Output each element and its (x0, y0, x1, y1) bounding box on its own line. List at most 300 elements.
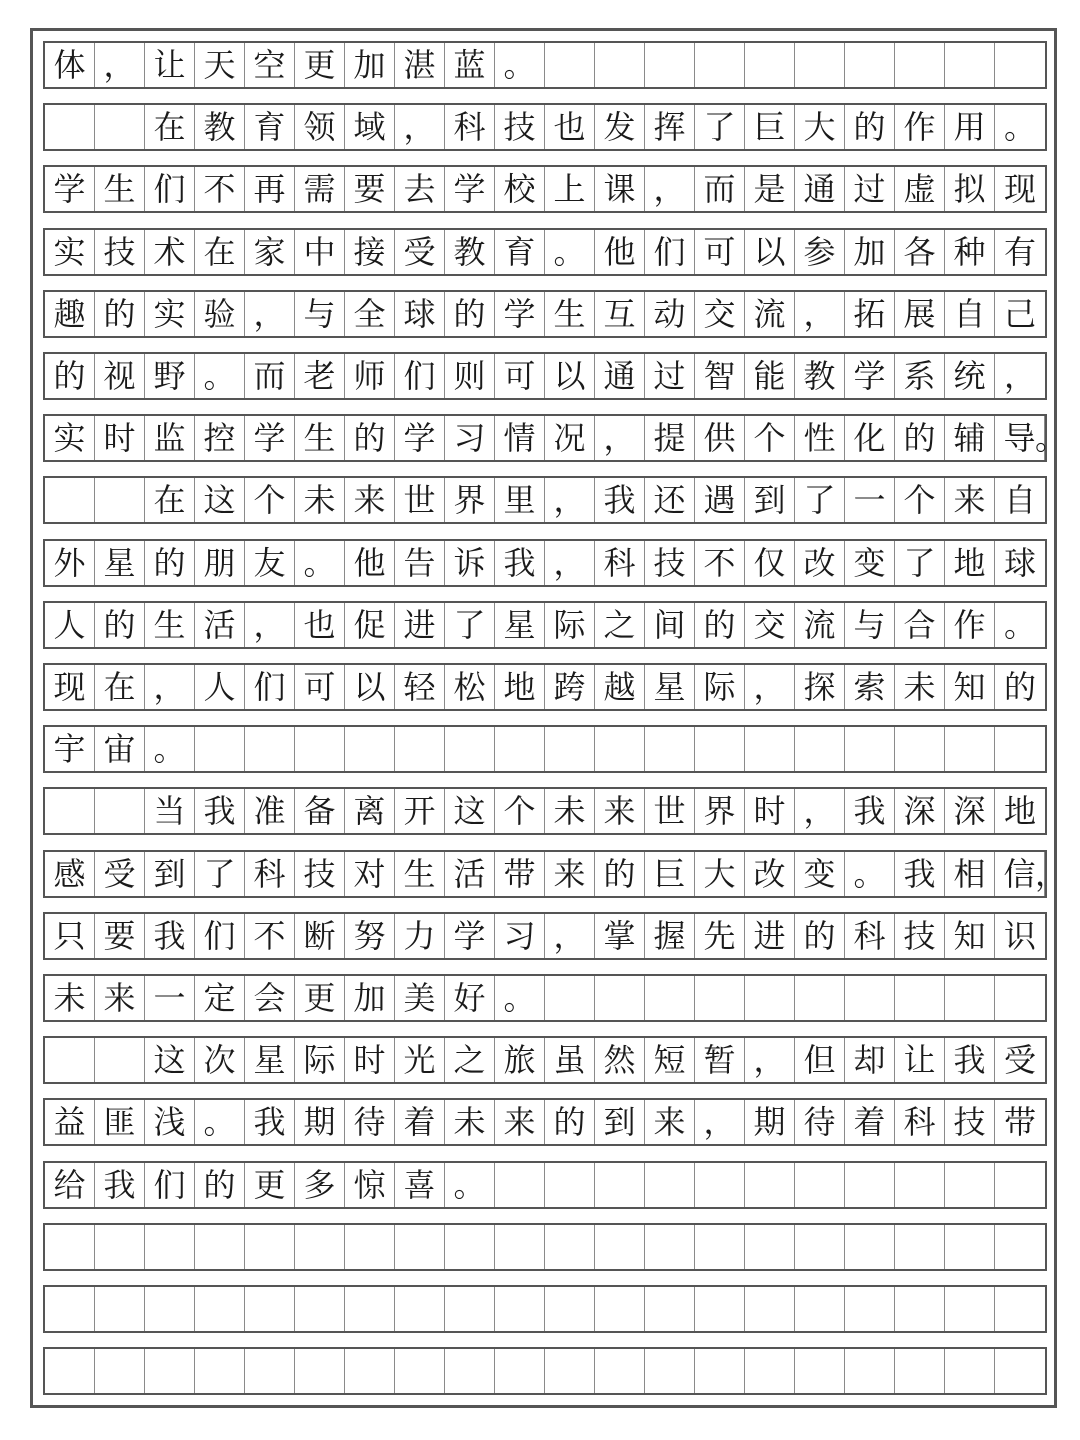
grid-cell: 诉 (445, 541, 495, 585)
grid-cell: 带 (495, 852, 545, 896)
grid-cell: 星 (645, 665, 695, 709)
grid-cell: 野 (145, 354, 195, 398)
grid-cell: 学 (845, 354, 895, 398)
grid-cell: ， (245, 292, 295, 336)
grid-cell: 变 (845, 541, 895, 585)
grid-cell: 世 (395, 478, 445, 522)
grid-cell: 控 (195, 416, 245, 460)
grid-cell: 习 (495, 914, 545, 958)
grid-cell: 挥 (645, 105, 695, 149)
grid-cell: 际 (695, 665, 745, 709)
grid-cell: 而 (695, 167, 745, 211)
overflow-punctuation: 。 (1034, 419, 1067, 458)
grid-cell: 来 (545, 852, 595, 896)
grid-cell (595, 1163, 645, 1207)
grid-cell: 术 (145, 230, 195, 274)
grid-cell (445, 1349, 495, 1393)
grid-cell (845, 976, 895, 1020)
grid-cell (645, 1287, 695, 1331)
grid-cell (695, 1349, 745, 1393)
grid-cell: 知 (945, 665, 995, 709)
grid-cell (795, 1287, 845, 1331)
grid-row (43, 974, 1047, 1022)
grid-row (43, 601, 1047, 649)
grid-cell (95, 1287, 145, 1331)
grid-cell: 世 (645, 789, 695, 833)
grid-row (43, 228, 1047, 276)
grid-cell: 更 (295, 976, 345, 1020)
grid-cell: 个 (495, 789, 545, 833)
grid-cell: 仅 (745, 541, 795, 585)
grid-cell (745, 1225, 795, 1269)
grid-cell: 惊 (345, 1163, 395, 1207)
grid-cell (545, 1349, 595, 1393)
grid-cell: 化 (845, 416, 895, 460)
grid-cell: 学 (395, 416, 445, 460)
grid-cell (795, 1163, 845, 1207)
grid-cell (45, 105, 95, 149)
grid-cell: 生 (395, 852, 445, 896)
grid-cell: 光 (395, 1038, 445, 1082)
grid-row (43, 352, 1047, 400)
grid-cell: 我 (595, 478, 645, 522)
grid-cell (45, 1038, 95, 1082)
grid-cell (295, 1225, 345, 1269)
grid-cell (395, 1287, 445, 1331)
grid-cell: 不 (195, 167, 245, 211)
grid-cell: 先 (695, 914, 745, 958)
grid-cell: 到 (145, 852, 195, 896)
grid-cell: 时 (345, 1038, 395, 1082)
grid-cell: 用 (945, 105, 995, 149)
grid-cell: 界 (445, 478, 495, 522)
grid-cell: 实 (45, 230, 95, 274)
grid-cell: 校 (495, 167, 545, 211)
grid-cell: 匪 (95, 1100, 145, 1144)
grid-cell: 。 (545, 230, 595, 274)
grid-cell (695, 976, 745, 1020)
grid-cell: 况 (545, 416, 595, 460)
grid-row (43, 476, 1047, 524)
grid-cell (395, 1225, 445, 1269)
grid-cell: 虽 (545, 1038, 595, 1082)
grid-cell (745, 727, 795, 771)
grid-cell: 课 (595, 167, 645, 211)
grid-cell: 了 (795, 478, 845, 522)
grid-cell (495, 1163, 545, 1207)
grid-cell (145, 1225, 195, 1269)
grid-cell: 与 (845, 603, 895, 647)
grid-cell: 来 (595, 789, 645, 833)
grid-cell: 之 (445, 1038, 495, 1082)
grid-cell: 界 (695, 789, 745, 833)
grid-cell: 是 (745, 167, 795, 211)
grid-cell (545, 1225, 595, 1269)
grid-row (43, 290, 1047, 338)
grid-cell: 定 (195, 976, 245, 1020)
grid-cell: 通 (795, 167, 845, 211)
grid-cell: 们 (145, 167, 195, 211)
grid-cell: 待 (345, 1100, 395, 1144)
grid-cell: 生 (95, 167, 145, 211)
grid-cell: 们 (245, 665, 295, 709)
grid-cell: 巨 (745, 105, 795, 149)
grid-cell: 。 (195, 1100, 245, 1144)
grid-cell: 他 (595, 230, 645, 274)
grid-cell: 科 (245, 852, 295, 896)
grid-row (43, 1347, 1047, 1395)
grid-cell: ， (695, 1100, 745, 1144)
grid-cell: 带 (1003, 1103, 1036, 1142)
grid-cell: 虚 (895, 167, 945, 211)
grid-cell: 教 (795, 354, 845, 398)
grid-cell: 中 (295, 230, 345, 274)
grid-cell: 供 (695, 416, 745, 460)
grid-cell: 信 (995, 852, 1045, 896)
grid-cell: 的 (45, 354, 95, 398)
grid-cell: 我 (245, 1100, 295, 1144)
grid-cell: 体 (45, 43, 95, 87)
grid-cell: 可 (495, 354, 545, 398)
grid-cell: 备 (295, 789, 345, 833)
grid-cell: 改 (795, 541, 845, 585)
grid-cell: 己 (1003, 294, 1036, 333)
grid-cell: 能 (745, 354, 795, 398)
grid-cell: 则 (445, 354, 495, 398)
grid-cell: 生 (545, 292, 595, 336)
grid-cell (695, 43, 745, 87)
grid-cell: 掌 (595, 914, 645, 958)
grid-row (43, 850, 1067, 898)
grid-cell: 发 (595, 105, 645, 149)
grid-cell: 接 (345, 230, 395, 274)
grid-cell: 。 (195, 354, 245, 398)
grid-cell: 人 (195, 665, 245, 709)
grid-cell (295, 1287, 345, 1331)
grid-cell: 领 (295, 105, 345, 149)
grid-cell (45, 789, 95, 833)
grid-cell: 促 (345, 603, 395, 647)
grid-cell: 的 (445, 292, 495, 336)
grid-cell: 让 (895, 1038, 945, 1082)
grid-cell: 合 (895, 603, 945, 647)
grid-cell (245, 1287, 295, 1331)
grid-cell: 而 (245, 354, 295, 398)
grid-cell: 进 (745, 914, 795, 958)
grid-cell: 更 (295, 43, 345, 87)
grid-cell: 活 (195, 603, 245, 647)
grid-cell (845, 1225, 895, 1269)
grid-cell: 可 (295, 665, 345, 709)
grid-cell: 只 (45, 914, 95, 958)
grid-cell: 。 (445, 1163, 495, 1207)
composition-paper (30, 28, 1067, 1408)
grid-cell: 。 (495, 976, 545, 1020)
grid-cell (895, 1349, 945, 1393)
grid-cell: 过 (645, 354, 695, 398)
grid-cell: 以 (545, 354, 595, 398)
grid-cell: 。 (1003, 605, 1036, 644)
grid-cell: 巨 (645, 852, 695, 896)
grid-cell (695, 1163, 745, 1207)
grid-cell: 受 (1003, 1041, 1036, 1080)
grid-cell: 学 (445, 167, 495, 211)
grid-cell: 自 (1003, 481, 1036, 520)
grid-cell (145, 1287, 195, 1331)
grid-cell: 个 (895, 478, 945, 522)
grid-cell (745, 1163, 795, 1207)
grid-cell: 在 (195, 230, 245, 274)
grid-cell (95, 1038, 145, 1082)
grid-cell: ， (545, 914, 595, 958)
grid-cell: 改 (745, 852, 795, 896)
grid-cell (895, 1225, 945, 1269)
grid-cell (995, 1349, 1045, 1393)
grid-cell: 到 (745, 478, 795, 522)
grid-cell: 在 (145, 105, 195, 149)
grid-cell: 天 (195, 43, 245, 87)
grid-cell: 作 (895, 105, 945, 149)
grid-cell: 喜 (395, 1163, 445, 1207)
grid-row (43, 1161, 1047, 1209)
grid-cell: 再 (245, 167, 295, 211)
grid-cell (695, 727, 745, 771)
grid-cell: 辅 (945, 416, 995, 460)
grid-cell: 之 (595, 603, 645, 647)
grid-cell: 加 (345, 976, 395, 1020)
grid-cell: 让 (145, 43, 195, 87)
grid-cell: 变 (795, 852, 845, 896)
grid-cell: 统 (945, 354, 995, 398)
grid-cell: 的 (845, 105, 895, 149)
grid-cell: 来 (95, 976, 145, 1020)
grid-cell: 的 (695, 603, 745, 647)
grid-row (43, 103, 1047, 151)
grid-cell: 未 (445, 1100, 495, 1144)
grid-cell: 轻 (395, 665, 445, 709)
grid-cell (795, 43, 845, 87)
grid-cell: 提 (645, 416, 695, 460)
grid-cell: 们 (645, 230, 695, 274)
grid-cell (295, 727, 345, 771)
grid-cell: 一 (845, 478, 895, 522)
grid-row (43, 1285, 1047, 1333)
grid-cell (945, 1287, 995, 1331)
grid-cell: 空 (245, 43, 295, 87)
grid-cell: 上 (545, 167, 595, 211)
grid-cell: 深 (895, 789, 945, 833)
grid-cell: 未 (45, 976, 95, 1020)
grid-cell: 我 (495, 541, 545, 585)
grid-cell: 习 (445, 416, 495, 460)
grid-cell: 这 (445, 789, 495, 833)
grid-cell (895, 727, 945, 771)
grid-cell: 现 (45, 665, 95, 709)
grid-cell: 们 (395, 354, 445, 398)
grid-cell: 索 (845, 665, 895, 709)
grid-cell: ， (395, 105, 445, 149)
grid-cell: 交 (695, 292, 745, 336)
grid-cell: 这 (145, 1038, 195, 1082)
grid-cell: 地 (495, 665, 545, 709)
grid-cell: 浅 (145, 1100, 195, 1144)
grid-cell: 拟 (945, 167, 995, 211)
grid-cell: 的 (545, 1100, 595, 1144)
grid-cell: 湛 (395, 43, 445, 87)
grid-cell: 过 (845, 167, 895, 211)
grid-cell (845, 1163, 895, 1207)
grid-cell: 进 (395, 603, 445, 647)
grid-cell: 里 (495, 478, 545, 522)
grid-cell: 来 (345, 478, 395, 522)
grid-cell: 不 (245, 914, 295, 958)
grid-cell (845, 1349, 895, 1393)
grid-cell: 多 (295, 1163, 345, 1207)
grid-cell (45, 1287, 95, 1331)
grid-cell: 系 (895, 354, 945, 398)
grid-cell: 一 (145, 976, 195, 1020)
grid-cell (895, 976, 945, 1020)
grid-cell: 握 (645, 914, 695, 958)
grid-cell: ， (245, 603, 295, 647)
grid-row (43, 663, 1047, 711)
grid-cell (195, 1287, 245, 1331)
grid-cell: 展 (895, 292, 945, 336)
grid-cell: ， (145, 665, 195, 709)
grid-cell: 了 (695, 105, 745, 149)
grid-cell: 会 (245, 976, 295, 1020)
grid-cell (795, 976, 845, 1020)
grid-cell: 时 (95, 416, 145, 460)
grid-cell (545, 976, 595, 1020)
grid-row (43, 1098, 1047, 1146)
grid-cell: 离 (345, 789, 395, 833)
grid-cell: 生 (145, 603, 195, 647)
grid-cell (995, 727, 1045, 771)
grid-cell: 时 (745, 789, 795, 833)
grid-cell: ， (745, 1038, 795, 1082)
grid-cell: 却 (845, 1038, 895, 1082)
grid-cell (795, 1349, 845, 1393)
grid-cell (945, 976, 995, 1020)
grid-cell: 球 (395, 292, 445, 336)
grid-cell: 我 (195, 789, 245, 833)
grid-cell: ， (795, 789, 845, 833)
grid-cell: ， (795, 292, 845, 336)
grid-cell (795, 1225, 845, 1269)
grid-cell (545, 1287, 595, 1331)
grid-cell: 暂 (695, 1038, 745, 1082)
grid-cell (645, 727, 695, 771)
grid-cell: 活 (445, 852, 495, 896)
grid-cell: 星 (245, 1038, 295, 1082)
grid-cell: 期 (295, 1100, 345, 1144)
grid-cell: 技 (645, 541, 695, 585)
grid-cell: 。 (1003, 108, 1036, 147)
grid-cell: 育 (245, 105, 295, 149)
grid-cell (695, 1287, 745, 1331)
grid-cell: 学 (495, 292, 545, 336)
grid-cell (545, 43, 595, 87)
grid-cell: 我 (145, 914, 195, 958)
grid-cell (495, 727, 545, 771)
grid-cell: 松 (445, 665, 495, 709)
grid-cell: 我 (945, 1038, 995, 1082)
grid-cell (45, 1225, 95, 1269)
grid-row (43, 725, 1047, 773)
grid-cell: 导 (995, 416, 1045, 460)
grid-cell: 的 (145, 541, 195, 585)
grid-cell: ， (95, 43, 145, 87)
grid-cell: 受 (395, 230, 445, 274)
grid-cell: 在 (95, 665, 145, 709)
grid-cell: 探 (795, 665, 845, 709)
grid-cell (645, 1163, 695, 1207)
grid-row (43, 414, 1067, 462)
grid-cell (345, 727, 395, 771)
grid-cell: 要 (95, 914, 145, 958)
grid-cell: 大 (695, 852, 745, 896)
grid-cell: 的 (195, 1163, 245, 1207)
grid-cell: ， (645, 167, 695, 211)
grid-cell: 还 (645, 478, 695, 522)
grid-cell: 现 (1003, 170, 1036, 209)
grid-cell: 技 (495, 105, 545, 149)
grid-cell: 智 (695, 354, 745, 398)
grid-cell (245, 727, 295, 771)
grid-cell: 宙 (95, 727, 145, 771)
grid-cell (795, 727, 845, 771)
grid-cell: 。 (845, 852, 895, 896)
grid-cell: 然 (595, 1038, 645, 1082)
grid-row (43, 912, 1047, 960)
grid-row (43, 787, 1047, 835)
grid-cell: 与 (295, 292, 345, 336)
grid-cell: 未 (295, 478, 345, 522)
grid-cell: 科 (895, 1100, 945, 1144)
grid-cell: 流 (745, 292, 795, 336)
grid-cell (495, 1287, 545, 1331)
grid-cell: 知 (945, 914, 995, 958)
grid-row (43, 165, 1047, 213)
grid-cell: 宇 (45, 727, 95, 771)
grid-cell: 的 (95, 603, 145, 647)
grid-cell: 学 (45, 167, 95, 211)
grid-cell: 有 (1003, 232, 1036, 271)
grid-cell (895, 1287, 945, 1331)
grid-cell: 家 (245, 230, 295, 274)
grid-cell: 我 (845, 789, 895, 833)
grid-cell: 我 (95, 1163, 145, 1207)
grid-cell: 更 (245, 1163, 295, 1207)
grid-cell: 了 (445, 603, 495, 647)
grid-cell (95, 789, 145, 833)
grid-cell: 自 (945, 292, 995, 336)
grid-cell: 作 (945, 603, 995, 647)
grid-cell (295, 1349, 345, 1393)
grid-cell (745, 1287, 795, 1331)
grid-cell: 交 (745, 603, 795, 647)
grid-cell: 以 (345, 665, 395, 709)
grid-cell: 这 (195, 478, 245, 522)
grid-cell: 要 (345, 167, 395, 211)
grid-cell (995, 1225, 1045, 1269)
grid-cell: 着 (845, 1100, 895, 1144)
grid-cell: 加 (845, 230, 895, 274)
grid-cell: 际 (545, 603, 595, 647)
grid-row (43, 1036, 1047, 1084)
grid-cell (945, 1163, 995, 1207)
